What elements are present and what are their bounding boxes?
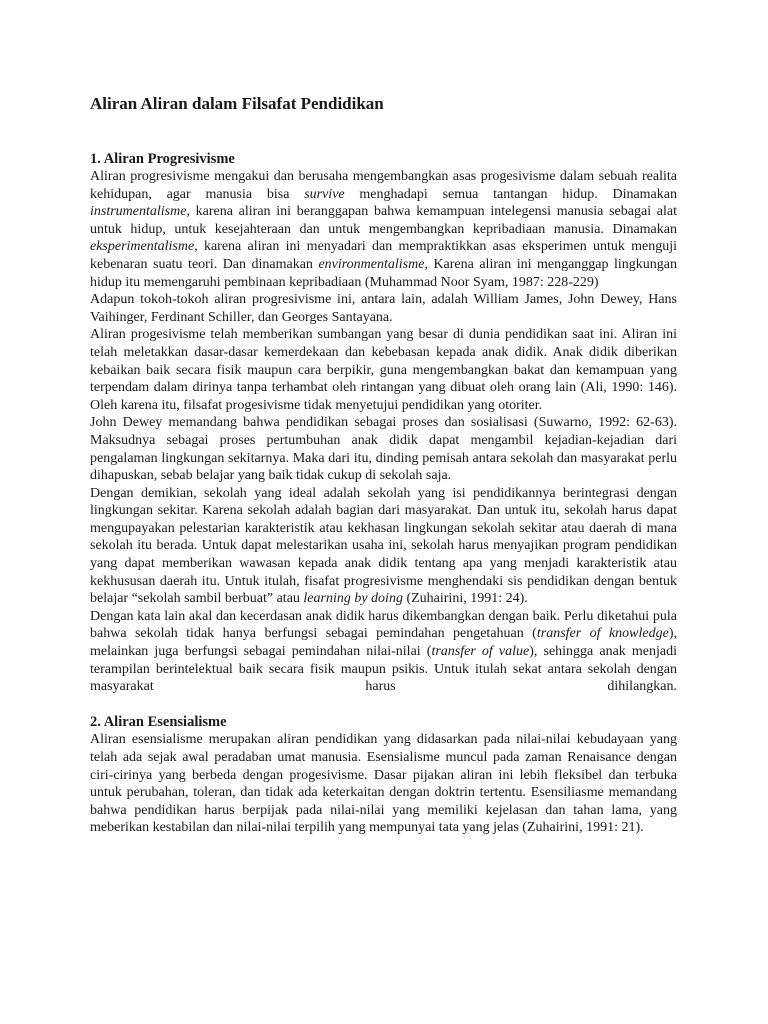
section-progresivisme [90, 150, 677, 696]
paragraph [90, 326, 677, 414]
paragraph [90, 608, 677, 696]
paragraph [90, 731, 677, 837]
document-page [90, 94, 677, 837]
italic-term: transfer of knowledge [536, 626, 669, 642]
text-run: (Zuhairini, 1991: 24). [402, 591, 528, 607]
text-run: Adapun tokoh-tokoh aliran progresivisme ini, antara lain, adalah William James, John Dewey, Hans Vaihinger, Ferdinant Schiller, dan Georges Santayana. [90, 292, 677, 325]
text-run: ), sehingga anak menjadi terampilan berintelektual baik secara fisik maupun psikis. Untuk itulah sekat antara sekolah dengan masyarakat harus dihilangkan. [90, 644, 678, 695]
section-esensialisme [90, 713, 677, 837]
text-run: ), melainkan juga berfungsi sebagai pemindahan nilai-nilai ( [90, 626, 677, 660]
section-spacer [90, 696, 677, 714]
italic-term: environmentalisme, [318, 256, 428, 272]
text-run: John Dewey memandang bahwa pendidikan sebagai proses dan sosialisasi (Suwarno, 1992: 62-63). Maksudnya sebagai proses pertumbuhan anak didik dapat mengambil kejadian-kejadian dari pengalaman lingkungan sekitarnya. Maka dari itu, dinding pemisah antara sekolah dan masyarakat perlu dihapuskan, sebab belajar yang baik tidak cukup di sekolah saja. [90, 415, 677, 484]
paragraph [90, 485, 677, 608]
italic-term: transfer of value [431, 644, 530, 660]
paragraph [90, 168, 677, 291]
text-run: Dengan demikian, sekolah yang ideal adalah sekolah yang isi pendidikannya berintegrasi dengan lingkungan sekitar. Karena sekolah adalah bagian dari masyarakat. Dan untuk itu, sekolah harus dapat mengupayakan pelestarian karakteristik atau kekhasan lingkungan sekolah sekitar atau daerah di mana sekolah itu berada. Untuk dapat melestarikan usaha ini, sekolah harus menyajikan program pendidikan yang dapat memberikan wawasan kepada anak didik tentang apa yang menjadi karakteristik atau kekhususan daerah itu. Untuk itulah, fisafat progresivisme menghendaki sis pendidikan dengan bentuk belajar “sekolah sambil berbuat” atau [90, 485, 677, 607]
text-run: Aliran progesivisme telah memberikan sumbangan yang besar di dunia pendidikan saat ini. Aliran ini telah meletakkan dasar-dasar kemerdekaan dan kebebasan kepada anak didik. Anak didik diberikan kebaikan baik secara fisik maupun cara berpikir, guna mengembangkan bakat dan kemampuan yang terpendam dalam dirinya tanpa terhambat oleh rintangan yang dibuat oleh orang lain (Ali, 1990: 146). Oleh karena itu, filsafat progesivisme tidak menyetujui pendidikan yang otoriter. [90, 327, 677, 413]
text-run: Aliran progresivisme mengakui dan berusaha mengembangkan asas progesivisme dalam sebuah realita kehidupan, agar manusia bisa [90, 169, 677, 202]
text-run: Aliran esensialisme merupakan aliran pendidikan yang didasarkan pada nilai-nilai kebudayaan yang telah ada sejak awal peradaban umat manusia. Esensialisme muncul pada zaman Renaisance dengan ciri-cirinya yang berbeda dengan progesivisme. Dasar pijakan aliran ini lebih fleksibel dan terbuka untuk perubahan, toleran, dan tidak ada keterkaitan dengan doktrin tertentu. Esensiliasme memandang bahwa pendidikan harus berpijak pada nilai-nilai yang memiliki kejelasan dan tahan lama, yang meberikan kestabilan dan nilai-nilai terpilih yang mempunyai tata yang jelas (Zuhairini, 1991: 21). [90, 732, 677, 836]
paragraph [90, 414, 677, 484]
italic-term: instrumentalisme, [90, 204, 190, 220]
text-run: karena aliran ini menyadari dan mempraktikkan asas eksperimen untuk menguji kebenaran suatu teori. Dan dinamakan [90, 239, 677, 272]
paragraph [90, 291, 677, 326]
document-title: Aliran Aliran dalam Filsafat Pendidikan [90, 94, 384, 113]
text-run: Karena aliran ini menganggap lingkungan hidup itu memengaruhi pembinaan kepribadiaan (Muhammad Noor Syam, 1987: 228-229) [90, 256, 677, 290]
italic-term: eksperimentalisme, [90, 239, 198, 255]
section-heading: 1. Aliran Progresivisme [90, 151, 235, 167]
text-run: menghadapi semua tantangan hidup. Dinamakan [344, 186, 677, 202]
text-run: karena aliran ini beranggapan bahwa kemampuan intelegensi manusia sebagai alat untuk hidup, untuk kesejahteraan dan untuk mengembangkan kepribadiaan manusia. Dinamakan [90, 204, 677, 237]
section-heading: 2. Aliran Esensialisme [90, 714, 227, 731]
italic-term: learning by doing [303, 591, 403, 607]
italic-term: survive [304, 186, 345, 202]
text-run: Dengan kata lain akal dan kecerdasan anak didik harus dikembangkan dengan baik. Perlu diketahui pula bahwa sekolah tidak hanya berfungsi sebagai pemindahan pengetahuan ( [90, 608, 677, 642]
